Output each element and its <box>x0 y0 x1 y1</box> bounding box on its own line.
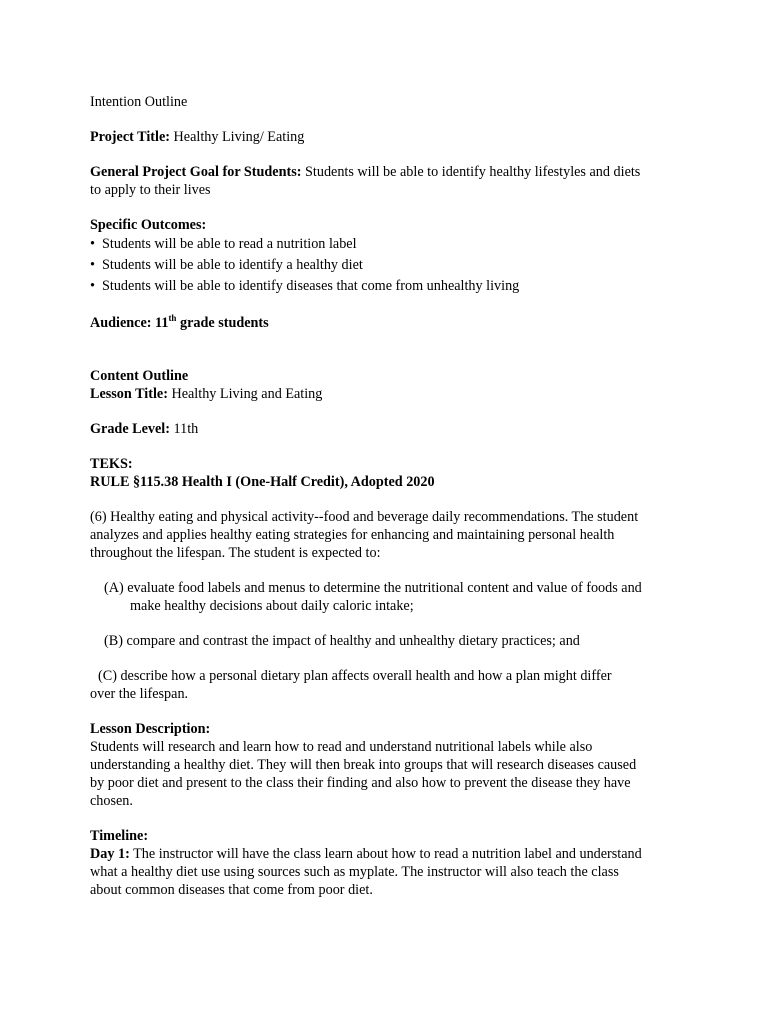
list-item <box>90 276 690 297</box>
lesson-title <box>90 385 690 403</box>
document-page <box>90 93 690 899</box>
list-item <box>90 234 690 255</box>
expectation-b: (B) compare and contrast the impact of healthy and unhealthy dietary practices; and <box>104 633 580 649</box>
content-outline-heading: Content Outline <box>90 368 189 384</box>
audience-sup: th <box>168 313 177 323</box>
timeline-day1: Day 1: The instructor will have the class learn about how to read a nutrition label and understand what a healthy diet use using sources such as myplate. The instructor will also teach the class about common diseases that come from poor diet. <box>90 846 642 898</box>
lesson-title-label: Lesson Title: <box>90 386 168 402</box>
expectation-c: (C) describe how a personal dietary plan affects overall health and how a plan might differ <box>98 668 612 684</box>
goal-line2: to apply to their lives <box>90 182 211 198</box>
audience-label: Audience: 11 <box>90 315 169 331</box>
project-goal <box>90 163 690 199</box>
outcomes-heading: Specific Outcomes: <box>90 217 207 233</box>
outcome-text: Students will be able to identify diseases that come from unhealthy living <box>102 278 520 294</box>
teks-heading: TEKS: <box>90 456 133 472</box>
bullet-icon: • <box>90 278 95 294</box>
grade-level-label: Grade Level: <box>90 421 170 437</box>
document-heading: Intention Outline <box>90 94 188 110</box>
outcomes-list <box>90 234 690 297</box>
standard-text: (6) Healthy eating and physical activity--food and beverage daily recommendations. The student analyzes and applies healthy eating strategies for enhancing and maintaining personal health throughout the lifespan. The student is expected to: <box>90 509 639 561</box>
audience-rest: grade students <box>176 315 269 331</box>
expectation-a: (A) evaluate food labels and menus to determine the nutritional content and value of foods and make healthy decisions about daily caloric intake; <box>104 580 642 614</box>
bullet-icon: • <box>90 236 95 252</box>
grade-level-value: 11th <box>173 421 199 437</box>
goal-line1: Students will be able to identify healthy lifestyles and diets <box>305 164 641 180</box>
project-title-value: Healthy Living/ Eating <box>173 129 305 145</box>
day1-label: Day 1: <box>90 846 130 862</box>
list-item <box>90 255 690 276</box>
lesson-title-value: Healthy Living and Eating <box>171 386 323 402</box>
expectation-c-cont: over the lifespan. <box>90 686 189 702</box>
lesson-description-heading: Lesson Description: <box>90 721 211 737</box>
grade-level <box>90 420 690 438</box>
goal-label: General Project Goal for Students: <box>90 164 302 180</box>
timeline-heading: Timeline: <box>90 828 149 844</box>
project-title-label: Project Title: <box>90 129 170 145</box>
outcome-text: Students will be able to read a nutrition label <box>102 236 357 252</box>
lesson-description-text: Students will research and learn how to read and understand nutritional labels while also understanding a healthy diet. They will then break into groups that will research diseases caused by poor diet and present to the class their finding and also how to prevent the disease they have chosen. <box>90 739 637 809</box>
teks-rule: RULE §115.38 Health I (One-Half Credit), Adopted 2020 <box>90 474 435 490</box>
project-title <box>90 128 690 146</box>
audience <box>90 314 690 332</box>
bullet-icon: • <box>90 257 95 273</box>
outcome-text: Students will be able to identify a healthy diet <box>102 257 363 273</box>
